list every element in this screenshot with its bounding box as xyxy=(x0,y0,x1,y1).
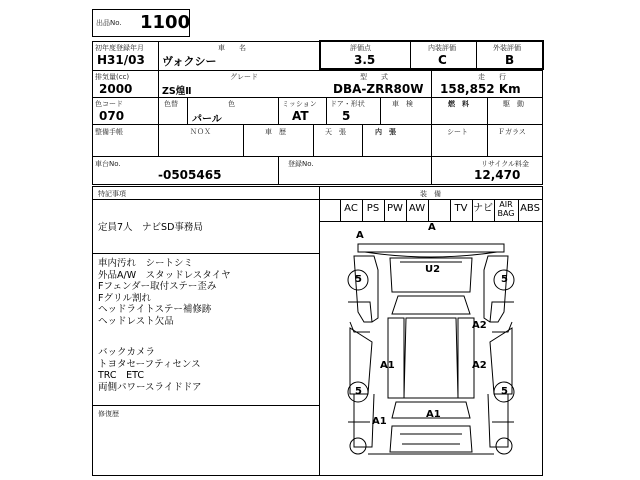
color-type-label: 色替 xyxy=(164,100,178,108)
reg-year: H31/03 xyxy=(97,53,145,67)
doors-label: ドア・形状 xyxy=(330,100,365,108)
doors: 5 xyxy=(342,109,351,123)
interior-score: C xyxy=(438,53,447,67)
mileage-label: 走 行 xyxy=(478,73,506,81)
nox-label: ＮＯＸ xyxy=(190,128,211,136)
score-label: 評価点 xyxy=(350,44,371,52)
damage-mark-left-rear: A1 xyxy=(380,360,395,371)
mission-label: ミッション xyxy=(282,100,317,108)
equipment-item: AW xyxy=(408,203,426,214)
damage-mark-hood: U2 xyxy=(425,264,441,275)
equipment-item: ABS xyxy=(520,203,540,214)
history-label: 車 歴 xyxy=(265,128,286,136)
manual-label: 整備手帳 xyxy=(95,128,123,136)
color-code-label: 色コード xyxy=(95,100,123,108)
chassis-label: 車台No. xyxy=(95,160,121,168)
notes-block-1: 定員7人 ナビSD事務局 xyxy=(98,222,203,233)
recycle-fee: 12,470 xyxy=(474,168,521,182)
equipment-label: 装 備 xyxy=(420,190,441,198)
fglass-label: Ｆガラス xyxy=(498,128,526,136)
displacement-label: 排気量(cc) xyxy=(95,73,130,81)
model: DBA-ZRR80W xyxy=(333,82,424,96)
equipment-item: PS xyxy=(366,203,380,214)
damage-mark-rear-bumper: A1 xyxy=(426,409,441,420)
grade: ZS煌Ⅱ xyxy=(162,86,192,97)
tire-front-right: 5 xyxy=(501,274,508,285)
displacement: 2000 xyxy=(99,82,133,96)
equipment-item: AC xyxy=(344,203,358,214)
sunroof-label: 天 張 xyxy=(325,128,346,136)
tire-front-left: 5 xyxy=(355,274,362,285)
interior-label: 内装評価 xyxy=(428,44,456,52)
tire-rear-right: 5 xyxy=(501,386,508,397)
reg-year-label: 初年度登録年月 xyxy=(95,44,144,52)
grade-label: グレード xyxy=(230,73,258,81)
seat-label: シート xyxy=(447,128,468,136)
repair-history-label: 修復歴 xyxy=(98,410,119,418)
model-label: 型 式 xyxy=(360,73,388,81)
equipment-item: PW xyxy=(387,203,403,214)
car-name: ヴォクシー xyxy=(162,55,217,68)
vehicle-inspection-label: 車 検 xyxy=(392,100,413,108)
reg-no-label: 登録No. xyxy=(288,160,314,168)
notes-block-3: バックカメラ トヨタセーフティセンス TRC ETC 両側パワースライドドア xyxy=(98,347,202,393)
chassis-number: -0505465 xyxy=(158,168,222,182)
car-diagram xyxy=(320,222,542,475)
fuel-label: 燃 料 xyxy=(448,100,469,108)
lot-number: 1100 xyxy=(140,12,191,33)
notes-label: 特記事項 xyxy=(98,190,126,198)
equipment-item: ナビ xyxy=(473,203,493,214)
equipment-item: AIR BAG xyxy=(497,200,515,218)
interior-trim-label: 内 張 xyxy=(375,128,396,136)
car-name-label: 車 名 xyxy=(218,44,246,52)
damage-mark-front-bumper: A xyxy=(428,222,436,233)
mileage: 158,852 Km xyxy=(440,82,521,96)
damage-mark-front-left: A xyxy=(356,230,364,241)
recycle-label: リサイクル料金 xyxy=(481,160,530,168)
color: パール xyxy=(192,114,222,125)
exterior-label: 外装評価 xyxy=(493,44,521,52)
drive-label: 駆 動 xyxy=(503,100,524,108)
notes-block-2: 車内汚れ シートシミ 外品A/W スタッドレスタイヤ Fフェンダー取付ステー歪み Fグリル割れ ヘッドライトステー補修跡 ヘッドレスト欠品 xyxy=(98,258,231,327)
color-label: 色 xyxy=(228,100,235,108)
damage-mark-right-front-door: A2 xyxy=(472,320,487,331)
mission: AT xyxy=(292,109,309,123)
damage-mark-right-rear-door: A2 xyxy=(472,360,487,371)
lot-label: 出品No. xyxy=(96,19,122,27)
exterior-score: B xyxy=(505,53,515,67)
color-code: 070 xyxy=(99,109,125,123)
tire-rear-left: 5 xyxy=(355,386,362,397)
score: 3.5 xyxy=(354,53,376,67)
equipment-item: TV xyxy=(454,203,468,214)
damage-mark-rear-left-corner: A1 xyxy=(372,416,387,427)
